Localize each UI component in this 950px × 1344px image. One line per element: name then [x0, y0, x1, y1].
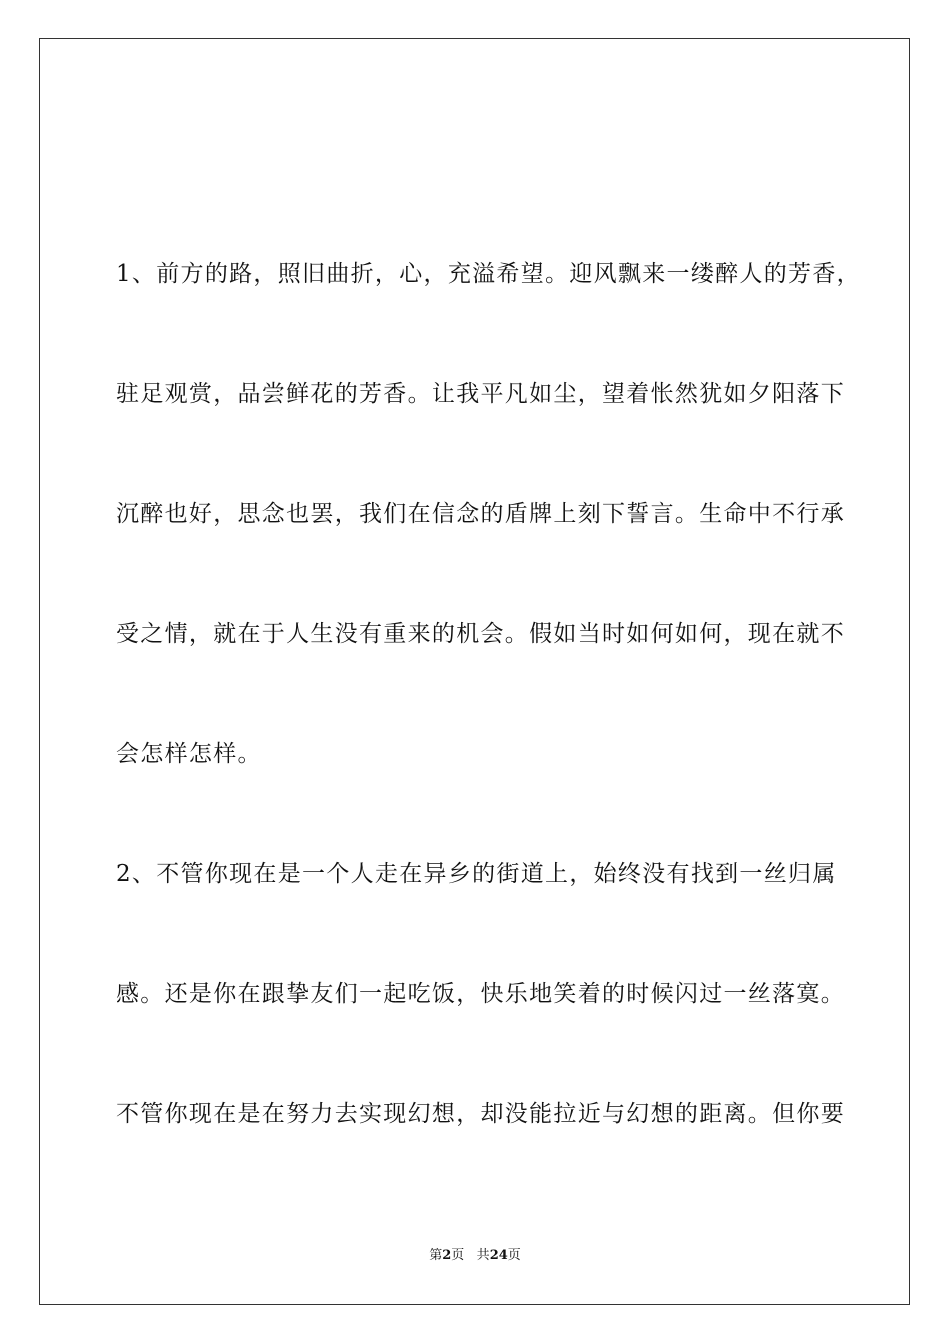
page-prefix: 第	[429, 1248, 443, 1263]
body-text-line: 驻足观赏，品尝鲜花的芳香。让我平凡如尘，望着怅然犹如夕阳落下	[116, 381, 845, 407]
total-prefix: 共	[476, 1248, 490, 1263]
page-number: 2	[442, 1248, 452, 1263]
body-text-line: 不管你现在是在努力去实现幻想，却没能拉近与幻想的距离。但你要	[116, 1101, 845, 1127]
body-text-line: 受之情，就在于人生没有重来的机会。假如当时如何如何，现在就不	[116, 621, 845, 647]
body-text-line: 沉醉也好，思念也罢，我们在信念的盾牌上刻下誓言。生命中不行承	[116, 501, 845, 527]
total-suffix: 页	[507, 1248, 521, 1263]
body-text-line: 2、不管你现在是一个人走在异乡的街道上，始终没有找到一丝归属	[116, 861, 837, 887]
page-footer	[0, 1246, 950, 1266]
total-pages: 24	[489, 1248, 508, 1263]
body-text-line: 会怎样怎样。	[116, 741, 262, 767]
body-text-line: 1、前方的路，照旧曲折，心，充溢希望。迎风飘来一缕醉人的芳香，	[116, 261, 861, 287]
page-suffix: 页	[451, 1248, 465, 1263]
body-text-line: 感。还是你在跟挚友们一起吃饭，快乐地笑着的时候闪过一丝落寞。	[116, 981, 845, 1007]
